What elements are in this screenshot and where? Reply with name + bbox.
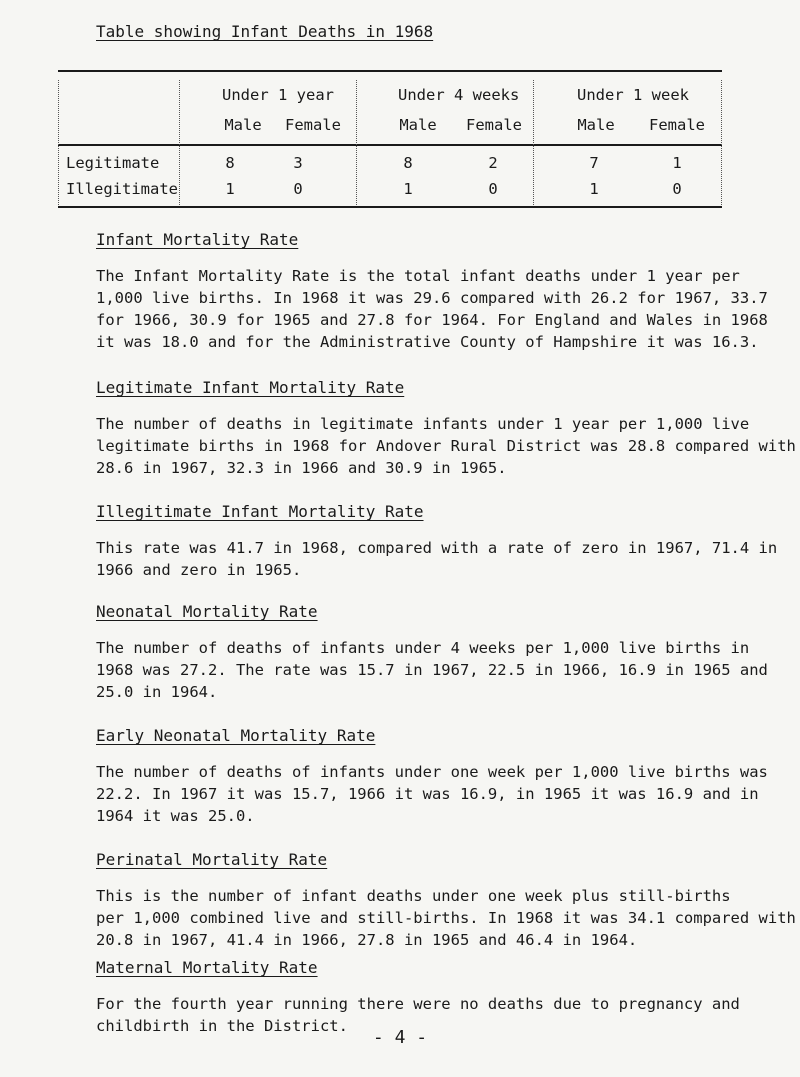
table-divider xyxy=(721,80,722,205)
section-heading: Infant Mortality Rate xyxy=(96,230,299,249)
header-under-4-weeks: Under 4 weeks xyxy=(398,86,520,104)
page-title: Table showing Infant Deaths in 1968 xyxy=(96,22,434,41)
table-cell: 3 xyxy=(293,154,303,172)
subheader-female: Female xyxy=(649,116,705,134)
section-text: The Infant Mortality Rate is the total infant deaths under 1 year per 1,000 live births. In 1968 it was 29.6 compared with 26.2 for 1967, 33.7 for 1966, 30.9 for 1965 and 27.8 for 1964. For England and Wales in 1968 it was 18.0 and for the Administrative County of Hampshire it was 16.3. xyxy=(96,267,768,351)
subheader-male: Male xyxy=(399,116,437,134)
table-divider xyxy=(533,80,534,205)
section-text: This rate was 41.7 in 1968, compared with a rate of zero in 1967, 71.4 in 1966 and zero in 1965. xyxy=(96,539,778,579)
section-text: This is the number of infant deaths under one week plus still-births per 1,000 combined live and still-births. In 1968 it was 34.1 compared with 20.8 in 1967, 41.4 in 1966, 27.8 in 1965 and 46.4 in 1964. xyxy=(96,887,796,949)
table-cell: 0 xyxy=(672,180,682,198)
table-cell: 1 xyxy=(403,180,413,198)
table-divider xyxy=(179,80,180,205)
table-cell: 1 xyxy=(589,180,599,198)
section-text: The number of deaths in legitimate infants under 1 year per 1,000 live legitimate births in 1968 for Andover Rural District was 28.8 compared with 28.6 in 1967, 32.3 in 1966 and 30.9 in 1965. xyxy=(96,415,796,477)
section-heading: Legitimate Infant Mortality Rate xyxy=(96,378,405,397)
header-under-1-week: Under 1 week xyxy=(577,86,689,104)
section-text: The number of deaths of infants under 4 weeks per 1,000 live births in 1968 was 27.2. The rate was 15.7 in 1967, 22.5 in 1966, 16.9 in 1965 and 25.0 in 1964. xyxy=(96,639,768,701)
section-heading: Maternal Mortality Rate xyxy=(96,958,318,977)
row-label-illegitimate: Illegitimate xyxy=(66,180,178,198)
table-cell: 1 xyxy=(672,154,682,172)
table-cell: 0 xyxy=(293,180,303,198)
subheader-male: Male xyxy=(224,116,262,134)
table-bottom-rule xyxy=(58,206,722,208)
infant-deaths-table xyxy=(58,70,722,208)
section-heading: Neonatal Mortality Rate xyxy=(96,602,318,621)
table-top-rule xyxy=(58,70,722,72)
table-cell: 8 xyxy=(403,154,413,172)
section-heading: Perinatal Mortality Rate xyxy=(96,850,328,869)
table-divider xyxy=(356,80,357,205)
table-cell: 0 xyxy=(488,180,498,198)
header-under-1-year: Under 1 year xyxy=(222,86,334,104)
table-divider xyxy=(58,80,59,205)
section-heading: Illegitimate Infant Mortality Rate xyxy=(96,502,424,521)
table-cell: 8 xyxy=(225,154,235,172)
page-number: - 4 - xyxy=(372,1027,428,1048)
table-cell: 1 xyxy=(225,180,235,198)
table-cell: 2 xyxy=(488,154,498,172)
table-cell: 7 xyxy=(589,154,599,172)
section-text: The number of deaths of infants under one week per 1,000 live births was 22.2. In 1967 it was 15.7, 1966 it was 16.9, in 1965 it was 16.9 and in 1964 it was 25.0. xyxy=(96,763,768,825)
section-text: For the fourth year running there were no deaths due to pregnancy and childbirth in the District. xyxy=(96,995,740,1035)
row-label-legitimate: Legitimate xyxy=(66,154,160,172)
subheader-female: Female xyxy=(466,116,522,134)
subheader-female: Female xyxy=(285,116,341,134)
subheader-male: Male xyxy=(577,116,615,134)
table-header-rule xyxy=(58,144,722,146)
section-heading: Early Neonatal Mortality Rate xyxy=(96,726,376,745)
